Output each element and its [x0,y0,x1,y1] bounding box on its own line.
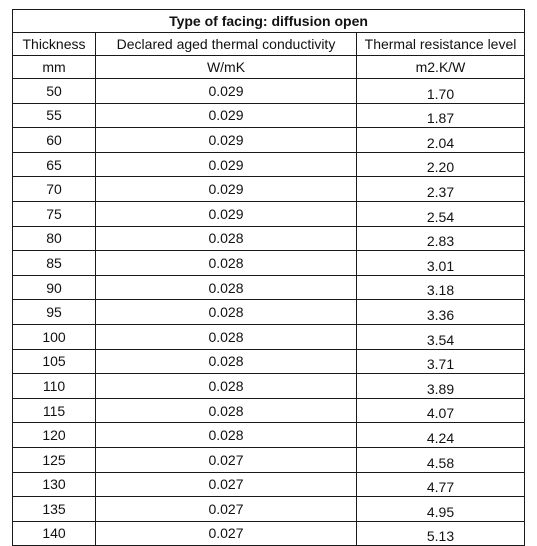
table-title: Type of facing: diffusion open [13,10,525,33]
cell-conductivity: 0.028 [96,275,357,300]
cell-conductivity: 0.028 [96,324,357,349]
thermal-resistance-table [12,9,525,546]
cell-thickness: 130 [13,472,96,497]
cell-resistance: 4.77 [357,472,525,497]
cell-thickness: 105 [13,349,96,374]
cell-thickness: 95 [13,300,96,325]
cell-resistance: 3.01 [357,251,525,276]
cell-conductivity: 0.028 [96,349,357,374]
table-row [13,79,525,104]
cell-resistance: 4.58 [357,447,525,472]
cell-conductivity: 0.029 [96,79,357,104]
cell-resistance: 1.87 [357,103,525,128]
cell-resistance: 1.70 [357,79,525,104]
cell-thickness: 125 [13,447,96,472]
cell-thickness: 60 [13,128,96,153]
table-row [13,103,525,128]
cell-conductivity: 0.027 [96,521,357,546]
table-row [13,201,525,226]
cell-thickness: 100 [13,324,96,349]
cell-resistance: 4.24 [357,423,525,448]
table-row [13,324,525,349]
cell-thickness: 65 [13,152,96,177]
cell-thickness: 55 [13,103,96,128]
unit-conductivity: W/mK [96,56,357,79]
cell-resistance: 4.95 [357,497,525,522]
cell-thickness: 110 [13,374,96,399]
cell-resistance: 3.54 [357,324,525,349]
cell-conductivity: 0.028 [96,226,357,251]
cell-thickness: 120 [13,423,96,448]
cell-conductivity: 0.028 [96,398,357,423]
cell-thickness: 135 [13,497,96,522]
column-header-conductivity: Declared aged thermal conductivity [96,33,357,56]
table-row [13,275,525,300]
table-row [13,152,525,177]
cell-resistance: 2.37 [357,177,525,202]
cell-thickness: 115 [13,398,96,423]
cell-resistance: 3.18 [357,275,525,300]
table-row [13,398,525,423]
table-header-row [13,33,525,56]
column-header-thickness: Thickness [13,33,96,56]
cell-resistance: 3.71 [357,349,525,374]
cell-conductivity: 0.029 [96,177,357,202]
cell-resistance: 3.89 [357,374,525,399]
table-units-row [13,56,525,79]
cell-thickness: 50 [13,79,96,104]
cell-thickness: 90 [13,275,96,300]
table-row [13,423,525,448]
cell-resistance: 2.04 [357,128,525,153]
cell-thickness: 140 [13,521,96,546]
column-header-resistance: Thermal resistance level [357,33,525,56]
table-row [13,374,525,399]
cell-resistance: 2.54 [357,201,525,226]
cell-conductivity: 0.029 [96,152,357,177]
table-row [13,128,525,153]
cell-thickness: 75 [13,201,96,226]
table-row [13,447,525,472]
table-title-row [13,10,525,33]
table-row [13,251,525,276]
cell-resistance: 3.36 [357,300,525,325]
unit-resistance: m2.K/W [357,56,525,79]
table-row [13,226,525,251]
cell-conductivity: 0.028 [96,251,357,276]
cell-conductivity: 0.027 [96,447,357,472]
table-row [13,497,525,522]
cell-thickness: 70 [13,177,96,202]
table-row [13,177,525,202]
cell-resistance: 2.83 [357,226,525,251]
cell-conductivity: 0.028 [96,423,357,448]
cell-conductivity: 0.027 [96,472,357,497]
table-row [13,349,525,374]
cell-resistance: 4.07 [357,398,525,423]
cell-conductivity: 0.029 [96,128,357,153]
unit-thickness: mm [13,56,96,79]
cell-resistance: 2.20 [357,152,525,177]
cell-conductivity: 0.027 [96,497,357,522]
cell-conductivity: 0.028 [96,374,357,399]
cell-conductivity: 0.029 [96,103,357,128]
cell-conductivity: 0.028 [96,300,357,325]
cell-thickness: 85 [13,251,96,276]
cell-conductivity: 0.029 [96,201,357,226]
cell-resistance: 5.13 [357,521,525,546]
table-row [13,300,525,325]
document-sheet [12,9,524,545]
cell-thickness: 80 [13,226,96,251]
table-row [13,472,525,497]
